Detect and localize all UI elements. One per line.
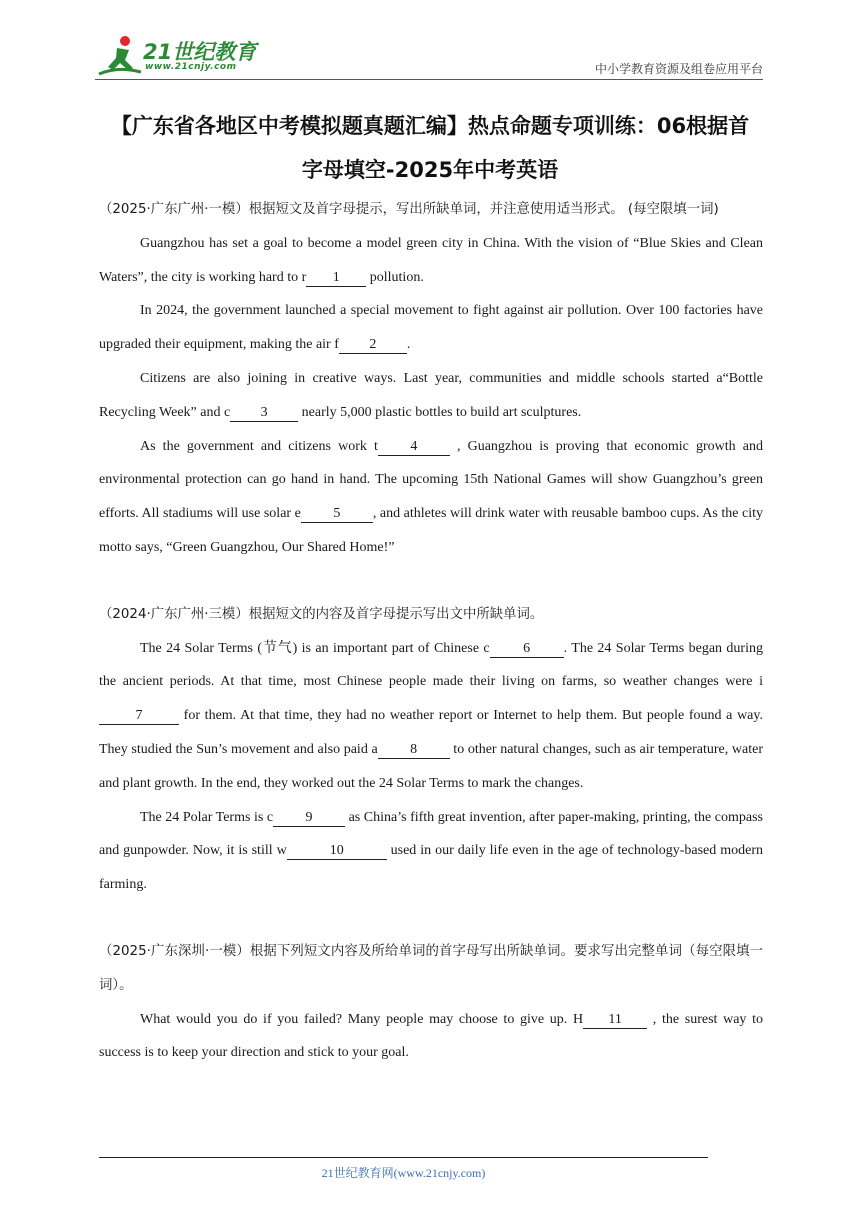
header-divider bbox=[95, 79, 763, 80]
passage2-paragraph-1: The 24 Solar Terms (节气) is an important part of Chinese c 6 . The 24 Solar Terms began during the ancient periods. At that time, most Chinese people made their living on farms, so weather changes were i7 for them. At that time, they had no weather report or Internet to help them. But people found a way. They studied the Sun’s movement and also paid a 8 to other natural changes, such as air temperature, water and plant growth. In the end, they worked out the 24 Solar Terms to mark the changes. bbox=[99, 640, 763, 791]
runner-icon bbox=[95, 34, 143, 78]
platform-name: 中小学教育资源及组卷应用平台 bbox=[594, 62, 763, 76]
blank-1[interactable]: 1 bbox=[306, 269, 366, 287]
document-body bbox=[99, 193, 763, 1070]
blank-10[interactable]: 10 bbox=[287, 842, 387, 860]
passage2-paragraph-2: The 24 Polar Terms is c 9 as China’s fifth great invention, after paper-making, printing, the compass and gunpowder. Now, it is still w 10 used in our daily life even in the age of technology-based modern farming. bbox=[99, 809, 763, 893]
footer-divider bbox=[99, 1157, 708, 1158]
blank-9[interactable]: 9 bbox=[273, 809, 345, 827]
blank-5[interactable]: 5 bbox=[301, 505, 373, 523]
site-logo[interactable] bbox=[95, 34, 265, 78]
passage1-paragraph-3: Citizens are also joining in creative ways. Last year, communities and middle schools started a“Bottle Recycling Week” and c 3 nearly 5,000 plastic bottles to build art sculptures. bbox=[99, 370, 763, 420]
page-footer[interactable]: 21世纪教育网(www.21cnjy.com) bbox=[321, 1166, 486, 1180]
passage3-paragraph-1: What would you do if you failed? Many people may choose to give up. H 11 , the surest way to success is to keep your direction and stick to your goal. bbox=[99, 1011, 763, 1061]
logo-url: www.21cnjy.com bbox=[145, 62, 237, 72]
passage1-paragraph-4: As the government and citizens work t 4 , Guangzhou is proving that economic growth and environmental protection can go hand in hand. The upcoming 15th National Games will show Guangzhou’s green efforts. All stadiums will use solar e 5 , and athletes will drink water with reusable bamboo cups. As the city motto says, “Green Guangzhou, Our Shared Home!” bbox=[99, 438, 763, 555]
passage3-source: （2025·广东深圳·一模）根据下列短文内容及所给单词的首字母写出所缺单词。要求写出完整单词（每空限填一词）。 bbox=[99, 943, 763, 993]
passage1-source: （2025·广东广州·一模）根据短文及首字母提示，写出所缺单词，并注意使用适当形式。 (每空限填一词) bbox=[99, 202, 719, 217]
blank-4[interactable]: 4 bbox=[378, 438, 450, 456]
logo-text: 21世纪教育 bbox=[143, 40, 257, 64]
blank-11[interactable]: 11 bbox=[583, 1011, 647, 1029]
blank-7[interactable]: 7 bbox=[99, 707, 179, 725]
passage1-paragraph-2: In 2024, the government launched a special movement to fight against air pollution. Over 100 factories have upgraded their equipment, making the air f 2 . bbox=[99, 303, 763, 353]
page-header bbox=[95, 34, 763, 80]
title-line-2: 字母填空-2025年中考英语 bbox=[301, 158, 559, 182]
blank-8[interactable]: 8 bbox=[378, 741, 450, 759]
title-line-1: 【广东省各地区中考模拟题真题汇编】热点命题专项训练：06根据首 bbox=[110, 114, 750, 138]
blank-6[interactable]: 6 bbox=[490, 640, 564, 658]
blank-2[interactable]: 2 bbox=[339, 336, 407, 354]
passage1-paragraph-1: Guangzhou has set a goal to become a model green city in China. With the vision of “Blue Skies and Clean Waters”, the city is working hard to r 1 pollution. bbox=[99, 235, 763, 285]
document-title bbox=[95, 104, 765, 192]
passage2-source: （2024·广东广州·三模）根据短文的内容及首字母提示写出文中所缺单词。 bbox=[99, 606, 544, 622]
blank-3[interactable]: 3 bbox=[230, 404, 298, 422]
